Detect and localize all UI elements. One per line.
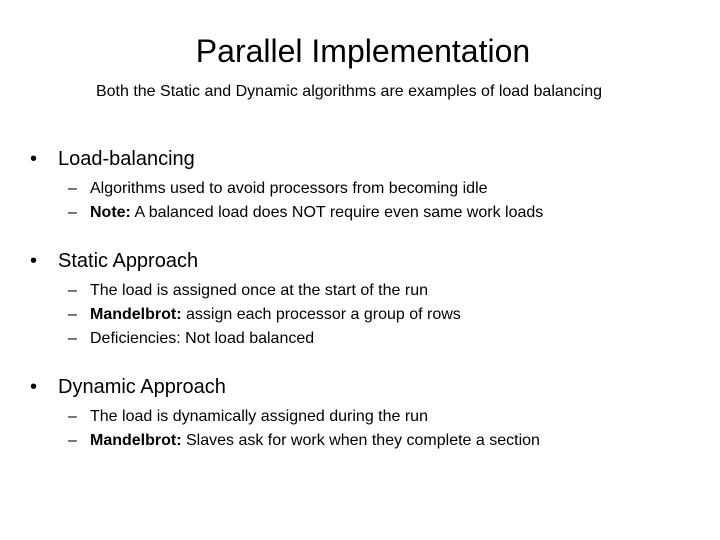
- bullet-dot-icon: •: [30, 250, 38, 272]
- bullet-heading-row: [30, 247, 700, 275]
- sub-item-text: Slaves ask for work when they complete a section: [181, 432, 540, 449]
- bullet-heading: Dynamic Approach: [58, 376, 226, 398]
- sub-item: [68, 303, 700, 327]
- dash-icon: –: [68, 180, 77, 197]
- sub-item-text: A balanced load does NOT require even same work loads: [130, 204, 544, 221]
- slide-title: Parallel Implementation: [195, 33, 531, 69]
- bullet-static-approach: [30, 247, 700, 351]
- sub-item: [68, 279, 700, 303]
- sub-item-text: The load is dynamically assigned during the run: [90, 408, 428, 425]
- sub-item: [68, 405, 700, 429]
- dash-icon: –: [68, 408, 77, 425]
- sub-item-prefix: Mandelbrot:: [90, 306, 182, 323]
- sub-item-text: assign each processor a group of rows: [181, 306, 461, 323]
- sub-item: [68, 177, 700, 201]
- sub-item-prefix: Mandelbrot:: [90, 432, 182, 449]
- bullet-list: [30, 145, 700, 475]
- sub-list: [68, 405, 700, 453]
- sub-item: [68, 429, 700, 453]
- sub-item: [68, 327, 700, 351]
- dash-icon: –: [68, 204, 77, 221]
- sub-item-text: Algorithms used to avoid processors from becoming idle: [90, 180, 488, 197]
- bullet-load-balancing: [30, 145, 700, 225]
- dash-icon: –: [68, 282, 77, 299]
- dash-icon: –: [68, 330, 77, 347]
- dash-icon: –: [68, 432, 77, 449]
- sub-list: [68, 177, 700, 225]
- bullet-dot-icon: •: [30, 148, 38, 170]
- bullet-dynamic-approach: [30, 373, 700, 453]
- bullet-dot-icon: •: [30, 376, 38, 398]
- dash-icon: –: [68, 306, 77, 323]
- sub-item-text: Deficiencies: Not load balanced: [90, 330, 315, 347]
- sub-item: [68, 201, 700, 225]
- sub-item-text: The load is assigned once at the start of the run: [90, 282, 428, 299]
- bullet-heading-row: [30, 145, 700, 173]
- slide-subtitle: Both the Static and Dynamic algorithms are examples of load balancing: [95, 83, 603, 100]
- bullet-heading: Load-balancing: [58, 148, 195, 170]
- sub-list: [68, 279, 700, 351]
- bullet-heading-row: [30, 373, 700, 401]
- sub-item-prefix: Note:: [90, 204, 131, 221]
- bullet-heading: Static Approach: [58, 250, 199, 272]
